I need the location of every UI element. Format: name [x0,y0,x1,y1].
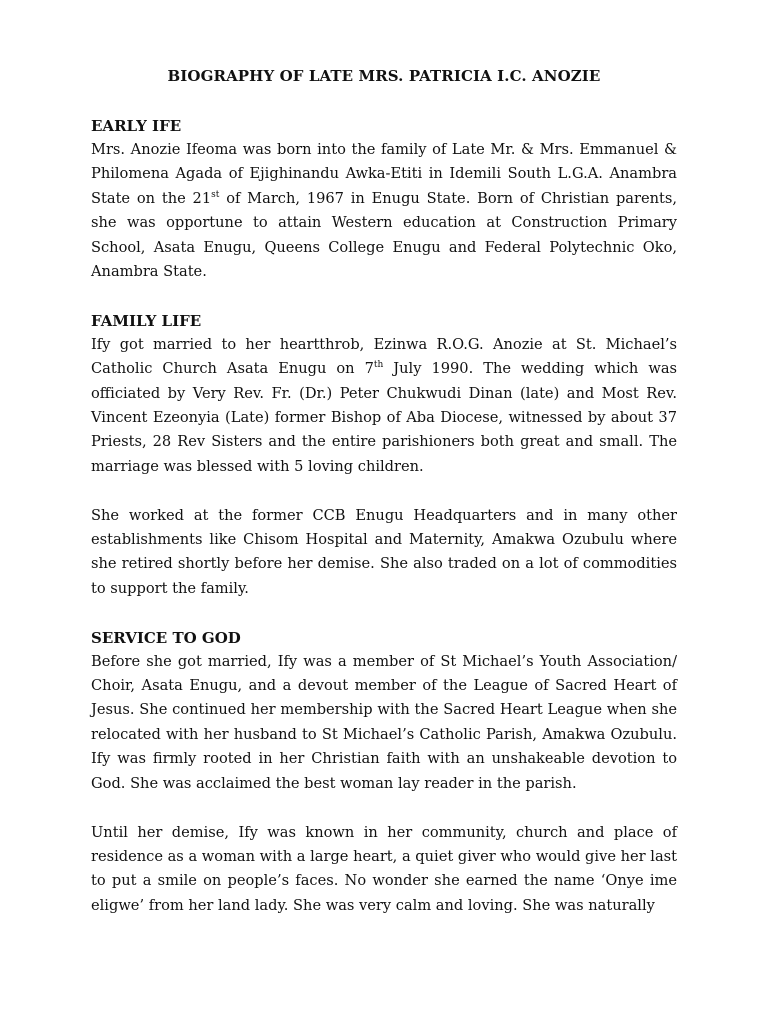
document-page [91,64,677,918]
ordinal-suffix: st [211,189,220,200]
service-to-god-paragraph-2: Until her demise, Ify was known in her community, church and place of residence as a woman with a large heart, a quiet giver who would give her last to put a smile on people’s faces. No wonder she earned the name ‘Onye ime eligwe’ from her land lady. She was very calm and loving. She was naturally [91,823,677,914]
section-service-to-god [91,626,677,918]
ordinal-suffix: th [373,360,384,371]
section-heading-service-to-god: SERVICE TO GOD [91,628,241,647]
family-life-text-part-2: July 1990. The wedding which was officiated by Very Rev. Fr. (Dr.) Peter Chukwudi Dinan (late) and Most Rev. Vincent Ezeonyia (Late) former Bishop of Aba Diocese, witnessed by about 37 Priests, 28 Rev Sisters and the entire parishioners both great and small. The marriage was blessed with 5 loving children. [91,360,678,475]
section-heading-early-life: EARLY IFE [91,117,182,135]
family-life-paragraph-1 [91,333,677,479]
service-to-god-paragraph-1: Before she got married, Ify was a member of St Michael’s Youth Association/ Choir, Asata Enugu, and a devout member of the League of Sacred Heart of Jesus. She continued her membership with the Sacred Heart League when she relocated with her husband to St Michael’s Catholic Parish, Amakwa Ozubulu. Ify was firmly rooted in her Christian faith with an unshakeable devotion to God. She was acclaimed the best woman lay reader in the parish. [91,652,677,792]
family-life-paragraph-2: She worked at the former CCB Enugu Headquarters and in many other establishments like Chisom Hospital and Maternity, Amakwa Ozubulu where she retired shortly before her demise. She also traded on a lot of commodities to support the family. [91,506,677,597]
early-life-paragraph [91,138,677,284]
section-family-life [91,309,677,601]
section-early-life [91,114,677,284]
early-life-text-part-2: of March, 1967 in Enugu State. Born of Christian parents, she was opportune to attain Western education at Construction Primary School, Asata Enugu, Queens College Enugu and Federal Polytechnic Oko, Anambra State. [91,189,677,281]
section-heading-family-life: FAMILY LIFE [91,311,202,330]
document-title: BIOGRAPHY OF LATE MRS. PATRICIA I.C. ANOZIE [167,67,601,85]
family-life-text-part-1: Ify got married to her heartthrob, Ezinwa R.O.G. Anozie at St. Michael’s Catholic Church Asata Enugu on 7 [91,335,677,378]
early-life-text-part-1: Mrs. Anozie Ifeoma was born into the family of Late Mr. & Mrs. Emmanuel & Philomena Agada of Ejighinandu Awka-Etiti in Idemili South L.G.A. Anambra State on the 21 [91,141,677,207]
